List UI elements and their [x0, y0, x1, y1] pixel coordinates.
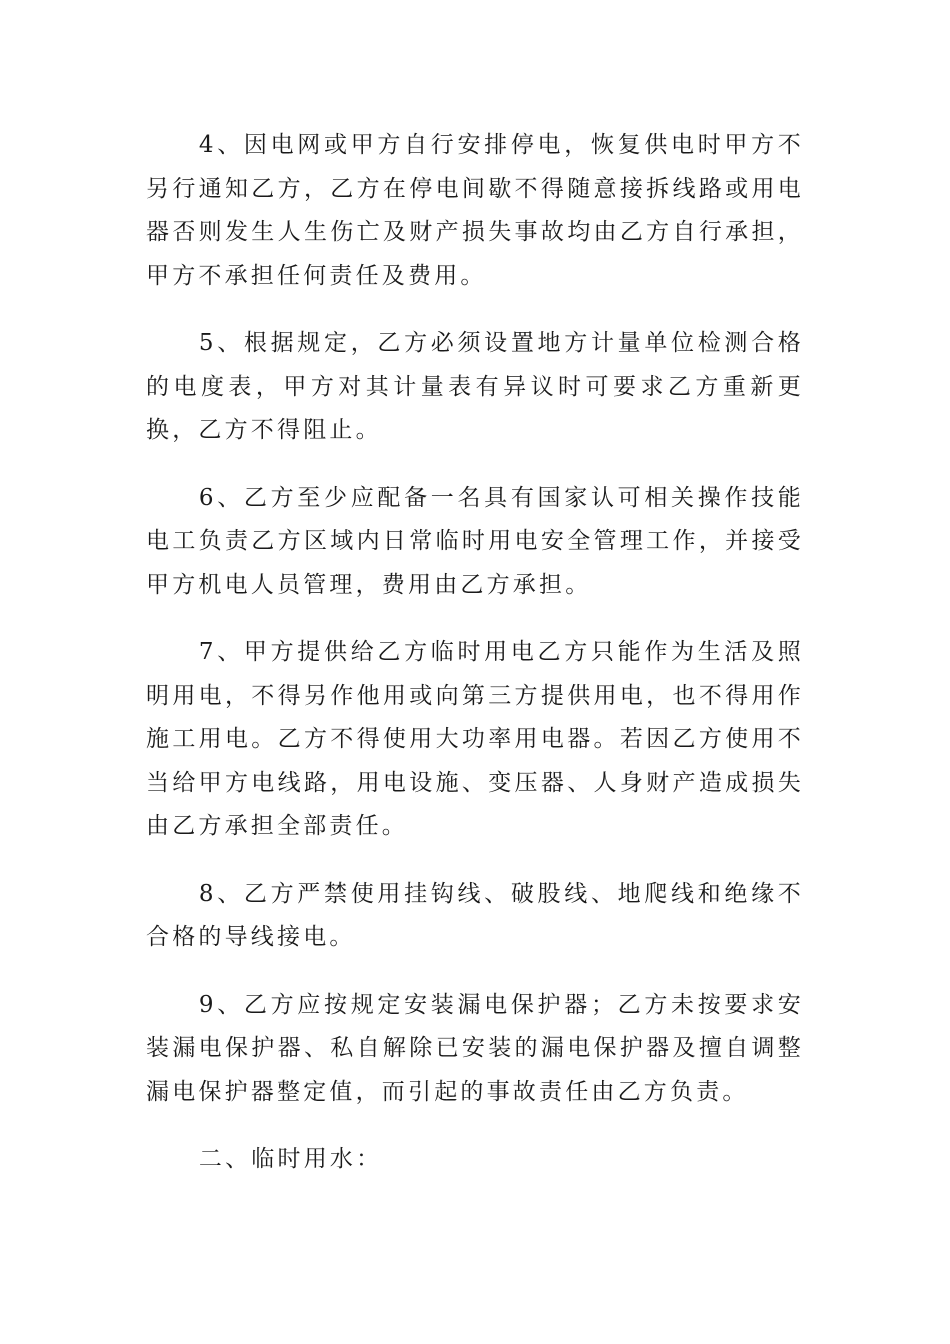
clause-6: 6、乙方至少应配备一名具有国家认可相关操作技能电工负责乙方区域内日常临时用电安全管理工作，并接受甲方机电人员管理，费用由乙方承担。: [146, 484, 804, 598]
clause-5: 5、根据规定，乙方必须设置地方计量单位检测合格的电度表，甲方对其计量表有异议时可要求乙方重新更换，乙方不得阻止。: [146, 330, 804, 443]
document-body: [146, 124, 804, 1182]
clause-9: 9、乙方应按规定安装漏电保护器；乙方未按要求安装漏电保护器、私自解除已安装的漏电保护器及擅自调整漏电保护器整定值，而引起的事故责任由乙方负责。: [146, 991, 804, 1105]
clause-8: 8、乙方严禁使用挂钩线、破股线、地爬线和绝缘不合格的导线接电。: [146, 880, 804, 950]
clause-4: 4、因电网或甲方自行安排停电，恢复供电时甲方不另行通知乙方，乙方在停电间歇不得随意接拆线路或用电器否则发生人生伤亡及财产损失事故均由乙方自行承担，甲方不承担任何责任及费用。: [146, 132, 804, 289]
section-heading: 二、临时用水：: [198, 1146, 383, 1172]
clause-7: 7、甲方提供给乙方临时用电乙方只能作为生活及照明用电，不得另作他用或向第三方提供用电，也不得用作施工用电。乙方不得使用大功率用电器。若因乙方使用不当给甲方电线路，用电设施、变压器、人身财产造成损失由乙方承担全部责任。: [146, 639, 804, 839]
